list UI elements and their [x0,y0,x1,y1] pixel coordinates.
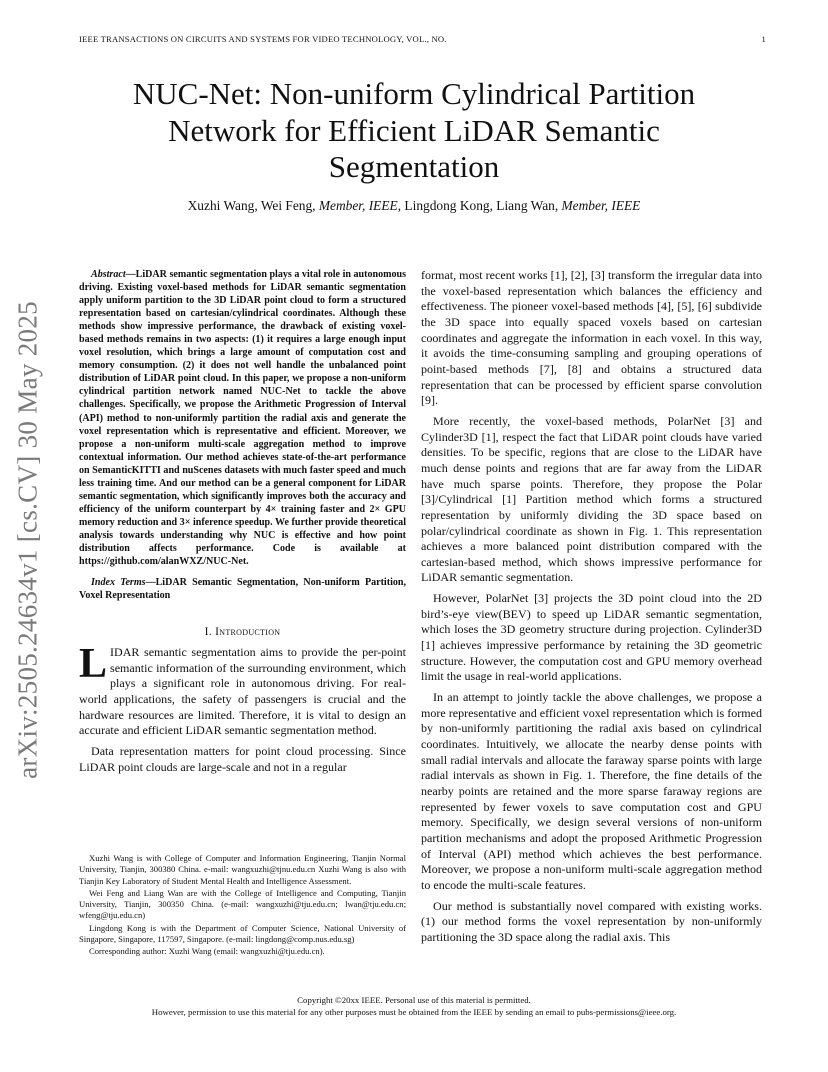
copyright-line-1: Copyright ©20xx IEEE. Personal use of this material is permitted. [297,995,531,1005]
footnote-affiliation-1: Xuzhi Wang is with College of Computer and Information Engineering, Tianjin Normal University, Tianjin, 300380 China. e-mail: wangxuzhi@tjnu.edu.cn Xuzhi Wang is also with Tianjin Key Laboratory of Student Mental Health and Intelligence Assessment. [79,853,406,886]
copyright-line-2: However, permission to use this material for any other purposes must be obtained from the IEEE by sending an email to pubs-permissions@ieee.org. [151,1007,677,1018]
section-title: Introduction [215,626,281,639]
footnote-affiliation-3: Lingdong Kong is with the Department of Computer Science, National University of Singapore, Singapore, 117597, Singapore. (e-mail: lingdong@comp.nus.edu.sg) [79,922,406,945]
author-names-2: , Lingdong Kong, Liang Wan, [397,198,562,213]
intro-paragraph-4: However, PolarNet [3] projects the 3D point cloud into the 2D bird’s-eye view(BEV) to speed up LiDAR semantic segmentation, which loses the 3D geometry structure during projection. Cylinder3D [1] achieves impressive performance by retaining the 3D geometric structure. However, the computation cost and GPU memory overhead limit the usage in real-world applications. [421,591,762,684]
right-column [421,268,762,951]
intro-paragraph-1 [79,641,406,739]
author-names-1: Xuzhi Wang, Wei Feng, [187,198,319,213]
member-ieee-1: Member, IEEE [318,198,398,213]
page-number: 1 [761,34,766,44]
left-column [79,268,406,780]
footnote-affiliation-2: Wei Feng and Liang Wan are with the College of Intelligence and Computing, Tianjin University, Tianjin, 300350 China. (e-mail: wangxuzhi@tju.edu.cn; lwan@tju.edu.cn; wfeng@tju.edu.cn) [79,887,406,921]
arxiv-stamp [8,300,48,780]
footnotes [79,853,406,959]
drop-cap: L [79,641,108,688]
copyright-notice [0,994,828,1018]
index-terms-text: —LiDAR Semantic Segmentation, Non-uniform Partition, Voxel Representation [79,577,406,602]
intro-paragraph-2-start: Data representation matters for point cloud processing. Since LiDAR point clouds are large-scale and not in a regular [79,744,406,774]
member-ieee-2: Member, IEEE [561,198,641,213]
intro-paragraph-5: In an attempt to jointly tackle the above challenges, we propose a more representative and efficient voxel representation which is formed by non-uniformly partitioning the radial axis based on cylindrical coordinates. Intuitively, we allocate the nearby dense points with small radial intervals and allocate the faraway sparse points with large radial intervals as shown in Fig. 1. Therefore, the fine details of the nearby points are retained and the more sparse faraway regions are represented by fewer voxels to save computation cost and GPU memory. Specifically, we design several versions of non-uniform partition mechanisms and adopt the proposed Arithmetic Progression of Interval (API) method which achieves the best performance. Moreover, we propose a non-uniform multi-scale aggregation method to encode the multi-scale features. [421,690,762,892]
intro-paragraph-1-text: IDAR semantic segmentation aims to provide the per-point semantic information of the surrounding environment, which plays a significant role in autonomous driving. For real-world applications, the safety of passengers is crucial and the hardware resources are limited. Therefore, it is vital to design an accurate and efficient LiDAR semantic segmentation method. [79,645,406,738]
author-list [80,198,748,214]
journal-name: IEEE TRANSACTIONS ON CIRCUITS AND SYSTEMS FOR VIDEO TECHNOLOGY, VOL., NO. [79,34,447,44]
index-terms [79,576,406,602]
intro-paragraph-2-cont: format, most recent works [1], [2], [3] transform the irregular data into the voxel-based representation which balances the efficiency and effectiveness. The pioneer voxel-based methods [4], [5], [6] subdivide the 3D space into equally spaced voxels based on cartesian coordinates and aggregate the information in each voxel. In this way, it avoids the time-consuming sampling and grouping operations of point-based methods [7], [8] and obtains a structured data representation that can be processed by efficient sparse convolution [9]. [421,268,762,408]
index-terms-label: Index Terms [91,577,146,589]
arxiv-id: arXiv:2505.24634v1 [cs.CV] 30 May 2025 [12,301,43,779]
abstract-label: Abstract [91,269,126,280]
abstract [79,268,406,568]
intro-paragraph-6: Our method is substantially novel compared with existing works. (1) our method forms the voxel representation by non-uniformly partitioning the 3D space along the radial axis. This [421,898,762,944]
section-numeral: I. [204,626,216,639]
paper-title: NUC-Net: Non-uniform Cylindrical Partition Network for Efficient LiDAR Semantic Segmentation [132,76,696,184]
intro-paragraph-3: More recently, the voxel-based methods, PolarNet [3] and Cylinder3D [1], respect the fact that LiDAR point clouds have varied densities. To be specific, regions that are close to the LiDAR have much dense points and regions that are far away from the LiDAR have much sparse points. Therefore, they propose the Polar [3]/Cylindrical [1] Partition method which forms a structured representation by uniformly dividing the 3D space based on polar/cylindrical coordinate as shown in Fig. 1. This representation achieves a more balanced point distribution compared with the cartesian-based method, which shows impressive performance for LiDAR semantic segmentation. [421,413,762,585]
abstract-text: —LiDAR semantic segmentation plays a vital role in autonomous driving. Existing voxel-based methods for LiDAR semantic segmentation apply uniform partition to the 3D LiDAR point cloud to form a structured representation based on cartesian/cylindrical coordinates. Although these methods show impressive performance, the drawback of existing voxel-based methods remains in two aspects: (1) it requires a large enough input voxel resolution, which brings a large amount of computation cost and memory consumption. (2) it does not well handle the unbalanced point distribution of LiDAR point cloud. In this paper, we propose a non-uniform cylindrical partition network named NUC-Net to tackle the above challenges. Specifically, we propose the Arithmetic Progression of Interval (API) method to non-uniformly partition the radial axis and generate the voxel representation which is representative and efficient. Moreover, we propose a non-uniform multi-scale aggregation method to improve contextual information. Our method achieves state-of-the-art performance on SemanticKITTI and nuScenes datasets with much faster speed and much less training time. And our method can be a general component for LiDAR semantic segmentation, which significantly improves both the accuracy and efficiency of the uniform counterpart by 4× training faster and 2× GPU memory reduction and 3× inference speedup. We further provide theoretical analysis towards understanding why NUC is effective and how point distribution affects performance. Code is available at https://github.com/alanWXZ/NUC-Net. [79,269,406,568]
footnote-corresponding-author: Corresponding author: Xuzhi Wang (email: wangxuzhi@tju.edu.cn). [89,946,325,957]
section-heading-introduction [79,626,406,638]
running-head [79,34,766,44]
